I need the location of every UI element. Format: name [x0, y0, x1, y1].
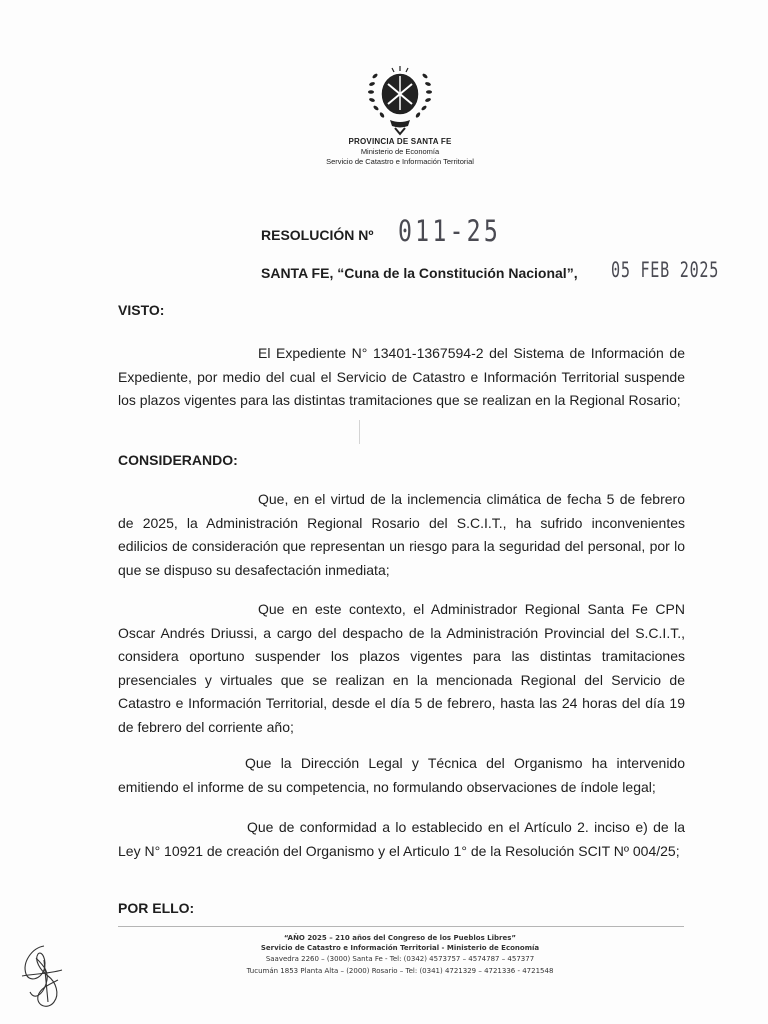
considerando-paragraph-3: Que la Dirección Legal y Técnica del Organismo ha intervenido emitiendo el informe de su competencia, no formulando observaciones de índole legal;	[118, 755, 685, 795]
considerando-heading: CONSIDERANDO:	[118, 452, 238, 468]
por-ello-heading: POR ELLO:	[118, 900, 195, 916]
provincial-coat-of-arms-icon	[366, 62, 434, 136]
considerando-paragraph-2: Que en este contexto, el Administrador Regional Santa Fe CPN Oscar Andrés Driussi, a cargo del despacho de la Administración Provincial del S.C.I.T., considera oportuno suspender los plazos vigentes para las distintas tramitaciones presenciales y virtuales que se realizan en la mencionada Regional del Servicio de Catastro e Información Territorial, desde el día 5 de febrero, hasta las 24 horas del día 19 de febrero del corriente año;	[118, 601, 685, 735]
handwritten-signature-icon	[14, 940, 70, 1012]
date-stamp: 05 FEB 2025	[611, 258, 720, 282]
considerando-paragraph-4: Que de conformidad a lo establecido en el Artículo 2. inciso e) de la Ley N° 10921 de creación del Organismo y el Articulo 1° de la Resolución SCIT Nº 004/25;	[118, 819, 685, 859]
resolution-label: RESOLUCIÓN Nº	[261, 227, 374, 243]
footer-address-rosario: Tucumán 1853 Planta Alta – (2000) Rosario – Tel: (0341) 4721329 – 4721336 - 4721548	[246, 967, 554, 975]
resolution-number: 011-25	[398, 214, 502, 248]
footer-address-santa-fe: Saavedra 2260 – (3000) Santa Fe - Tel: (0342) 4573757 – 4574787 – 457377	[265, 955, 535, 963]
header-service: Servicio de Catastro e Información Territorial	[326, 157, 474, 166]
footer-motto: “AÑO 2025 – 210 años del Congreso de los Pueblos Libres”	[283, 934, 517, 942]
header-province: PROVINCIA DE SANTA FE	[348, 137, 452, 146]
considerando-paragraph-1: Que, en el virtud de la inclemencia climática de fecha 5 de febrero de 2025, la Administración Regional Rosario del S.C.I.T., ha sufrido inconvenientes edilicios de consideración que representan un riesgo para la seguridad del personal, por lo que se dispuso su desafectación inmediata;	[118, 491, 685, 578]
visto-heading: VISTO:	[118, 302, 165, 318]
paper-crease	[359, 420, 360, 444]
place-line: SANTA FE, “Cuna de la Constitución Nacional”,	[261, 265, 578, 281]
footer-organization: Servicio de Catastro e Información Territorial - Ministerio de Economía	[260, 944, 540, 952]
footer-divider	[118, 926, 684, 927]
header-ministry: Ministerio de Economía	[360, 147, 440, 156]
visto-paragraph: El Expediente N° 13401-1367594-2 del Sistema de Información de Expediente, por medio del cual el Servicio de Catastro e Información Territorial suspende los plazos vigentes para las distintas tramitaciones que se realizan en la Regional Rosario;	[118, 345, 685, 408]
